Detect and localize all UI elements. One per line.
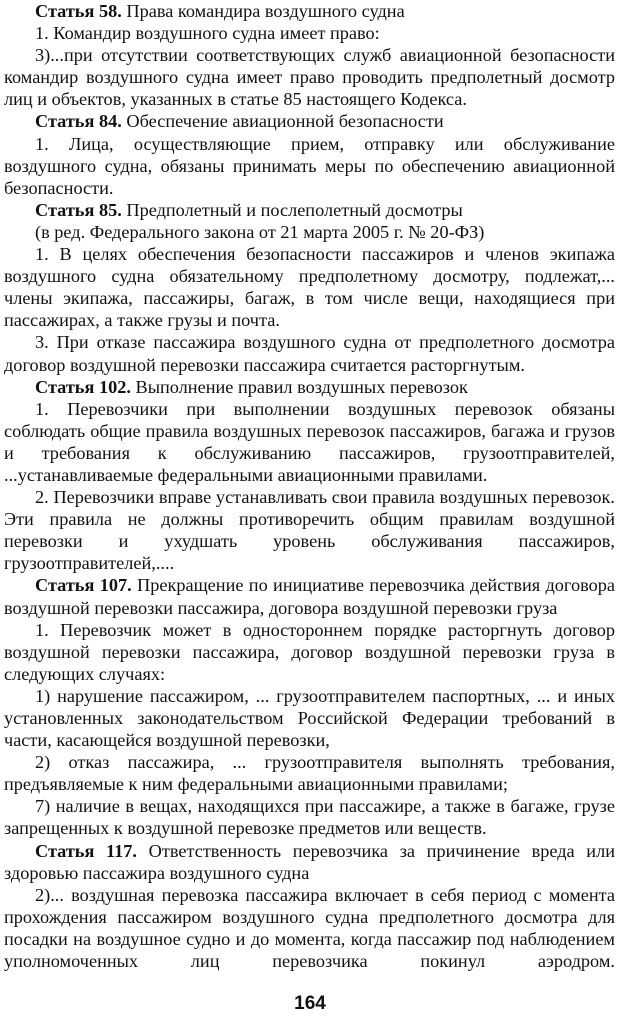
article-heading	[4, 574, 615, 618]
amendment-note: (в ред. Федерального закона от 21 марта 2005 г. № 20-ФЗ)	[35, 221, 485, 242]
paragraph: 1. Лица, осуществляющие прием, отправку или обслуживание воздушного судна, обязаны принимать меры по обеспечению авиационной безопасности.	[4, 133, 615, 198]
article-number: Статья 107.	[35, 575, 132, 596]
article-title: Предполетный и послеполетный досмотры	[126, 199, 463, 220]
article-title: Права командира воздушного судна	[126, 1, 405, 21]
article-number: Статья 84.	[35, 111, 122, 132]
article-heading	[4, 199, 615, 221]
list-item: 1) нарушение пассажиром, ... грузоотправителем паспортных, ... и иных установленных законодательством Российской Федерации требований в части, касающейся воздушной перевозки,	[4, 685, 615, 751]
paragraph: 1. Командир воздушного судна имеет право:	[35, 23, 380, 44]
article-heading	[4, 0, 615, 22]
article-title: Ответственность перевозчика за причинение вреда или здоровью пассажира воздушного судна	[4, 840, 615, 883]
article-number: Статья 58.	[35, 1, 122, 21]
article-title: Обеспечение авиационной безопасности	[126, 111, 444, 132]
paragraph: 1. В целях обеспечения безопасности пассажиров и членов экипажа воздушного судна обязательному предполетному досмотру, подлежат,... члены экипажа, пассажиры, багаж, в том числе вещи, находящиеся при пассажирах, а также грузы и почта.	[4, 244, 615, 331]
article-number: Статья 85.	[35, 199, 122, 220]
paragraph: 3)...при отсутствии соответствующих служб авиационной безопасности командир воздушного судна имеет право проводить предполетный досмотр лиц и объектов, указанных в статье 85 настоящего Кодекса.	[4, 45, 615, 110]
article-number: Статья 117.	[35, 840, 137, 861]
article-heading	[4, 840, 615, 884]
list-item: 2) отказ пассажира, ... грузоотправителя выполнять требования, предъявляемые к ним федеральными авиационными правилами;	[4, 752, 615, 795]
paragraph: 3. При отказе пассажира воздушного судна от предполетного досмотра договор воздушной перевозки пассажира считается расторгнутым.	[4, 332, 615, 375]
page-number: 164	[294, 993, 326, 1014]
paragraph: 1. Перевозчик может в одностороннем порядке расторгнуть договор воздушной перевозки пассажира, договор воздушной перевозки груза в следующих случаях:	[4, 619, 615, 684]
paragraph: 1. Перевозчики при выполнении воздушных перевозок обязаны соблюдать общие правила воздушных перевозок пассажиров, багажа и грузов и требования к обслуживанию пассажиров, грузоотправителей, ...устанавливаемые федеральными авиационными правилами.	[4, 398, 615, 485]
article-heading	[4, 376, 615, 398]
article-number: Статья 102.	[35, 376, 131, 397]
list-item: 7) наличие в вещах, находящихся при пассажире, а также в багаже, грузе запрещенных к воздушной перевозке предметов или веществ.	[4, 796, 615, 839]
page-body	[4, 0, 615, 972]
article-heading	[4, 110, 615, 132]
paragraph: 2. Перевозчики вправе устанавливать свои правила воздушных перевозок. Эти правила не должны противоречить общим правилам воздушной перевозки и ухудшать уровень обслуживания пассажиров, грузоотправителей,....	[4, 487, 615, 574]
article-title: Прекращение по инициативе перевозчика действия договора воздушной перевозки пассажира, договора воздушной перевозки груза	[4, 575, 615, 618]
paragraph: 2)... воздушная перевозка пассажира включает в себя период с момента прохождения пассажиром воздушного судна предполетного досмотра для посадки на воздушное судно и до момента, когда пассажир под наблюдением уполномоченных лиц перевозчика покинул аэродром.	[4, 884, 615, 972]
article-title: Выполнение правил воздушных перевозок	[135, 376, 468, 397]
